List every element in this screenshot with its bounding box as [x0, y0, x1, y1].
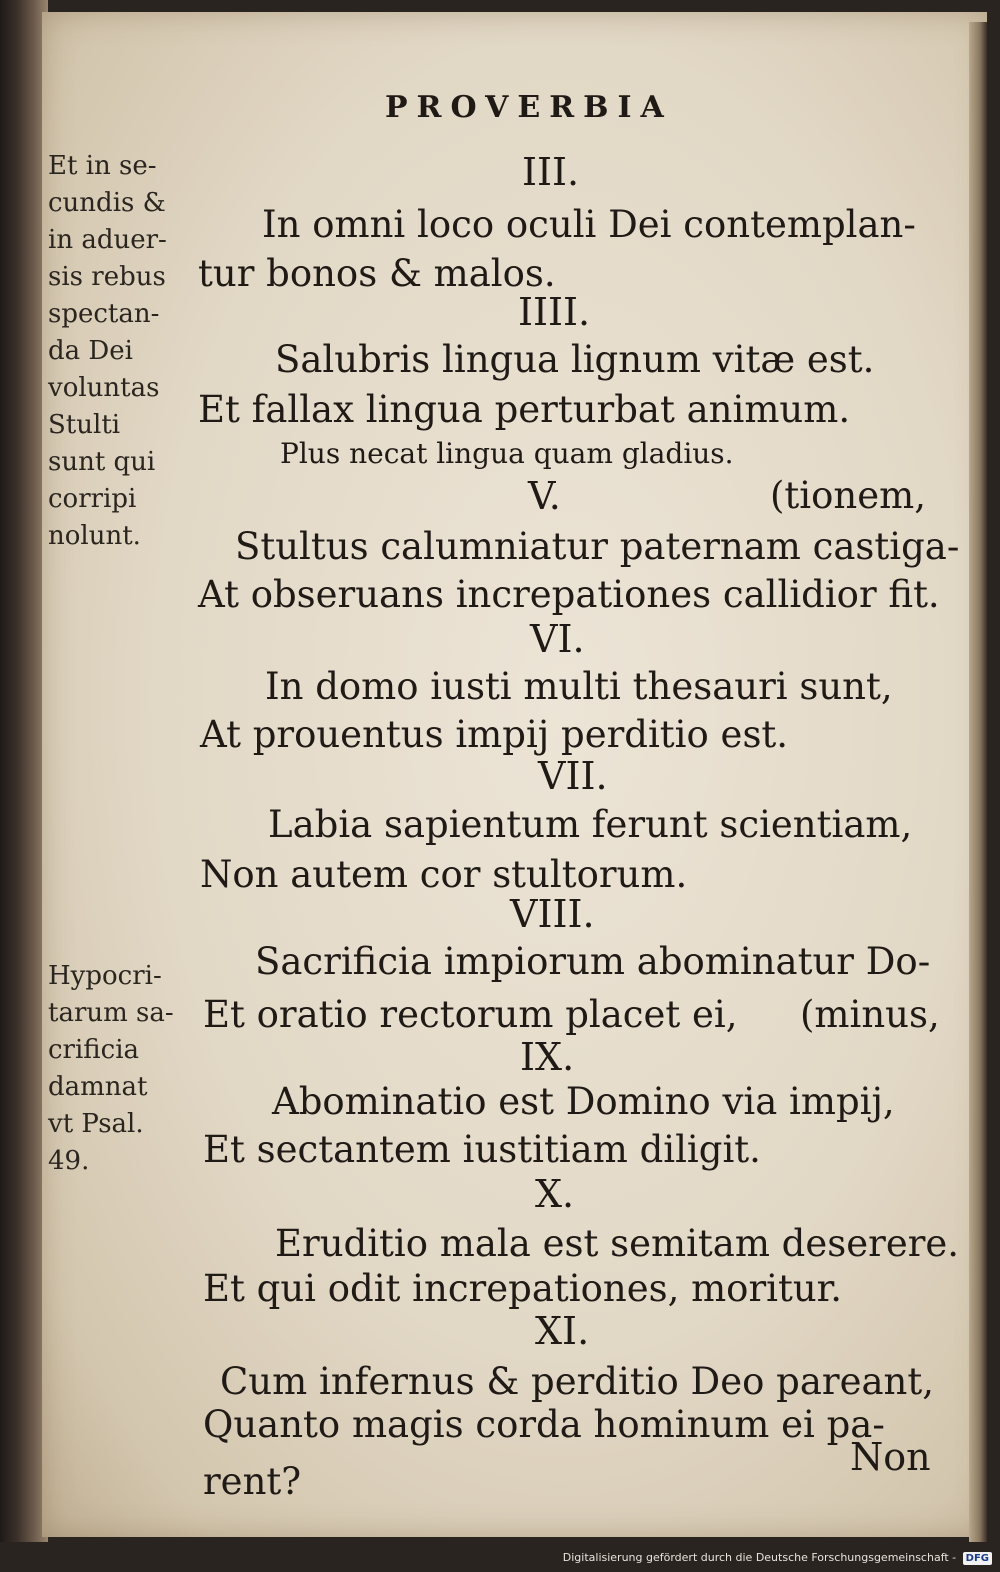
- verse-line: Et sectantem iustitiam diligit.: [203, 1128, 761, 1171]
- margin-note-line: da Dei: [48, 336, 133, 366]
- digitization-footer: [563, 1551, 992, 1565]
- margin-note-line: 49.: [48, 1146, 90, 1176]
- verse-line: In domo iusti multi thesauri sunt,: [265, 665, 893, 708]
- verse-line: Et fallax lingua perturbat animum.: [198, 388, 851, 431]
- verse-line: (minus,: [800, 993, 940, 1036]
- margin-note-line: damnat: [48, 1072, 148, 1102]
- verse-line: At obseruans increpationes callidior fit.: [198, 573, 940, 616]
- footer-text: Digitalisierung gefördert durch die Deutsche Forschungsgemeinschaft -: [562, 1551, 957, 1564]
- margin-note-line: spectan-: [48, 299, 160, 329]
- margin-note-line: corripi: [48, 484, 137, 514]
- verse-number: VII.: [538, 754, 608, 798]
- margin-note-line: vt Psal.: [48, 1109, 144, 1139]
- verse-line: In omni loco oculi Dei contemplan-: [262, 203, 916, 246]
- margin-note-line: cundis &: [48, 188, 166, 218]
- verse-line: Quanto magis corda hominum ei pa-: [203, 1403, 885, 1446]
- verse-line: Labia sapientum ferunt scientiam,: [268, 803, 913, 846]
- margin-note-1: [48, 148, 167, 555]
- margin-note-line: Et in se-: [48, 151, 157, 181]
- verse-line: (tionem,: [770, 474, 926, 517]
- verse-line: Eruditio mala est semitam deserere.: [275, 1222, 960, 1265]
- running-head: PROVERBIA: [385, 90, 673, 125]
- verse-line: Sacrificia impiorum abominatur Do-: [255, 940, 931, 983]
- verse-line: tur bonos & malos.: [198, 252, 556, 295]
- book-spine-shadow: [0, 0, 48, 1572]
- verse-line: Stultus calumniatur paternam castiga-: [235, 525, 960, 568]
- margin-note-line: Stulti: [48, 410, 121, 440]
- verse-line: Et oratio rectorum placet ei,: [203, 993, 738, 1036]
- verse-line: At prouentus impij perditio est.: [200, 713, 789, 756]
- verse-line: Non autem cor stultorum.: [200, 853, 688, 896]
- verse-line: rent?: [203, 1460, 302, 1503]
- margin-note-line: sunt qui: [48, 447, 156, 477]
- verse-number: IIII.: [518, 290, 591, 334]
- margin-note-line: nolunt.: [48, 521, 141, 551]
- verse-number: VIII.: [510, 892, 595, 936]
- verse-line: Et qui odit increpationes, moritur.: [203, 1267, 843, 1310]
- verse-number: XI.: [535, 1309, 590, 1353]
- margin-note-line: crificia: [48, 1035, 140, 1065]
- catchword: Non: [850, 1435, 931, 1479]
- margin-note-line: in aduer-: [48, 225, 167, 255]
- margin-note-2: [48, 958, 174, 1180]
- verse-line: Cum infernus & perditio Deo pareant,: [220, 1360, 935, 1403]
- verse-number: V.: [528, 474, 561, 518]
- margin-note-line: sis rebus: [48, 262, 166, 292]
- verse-line: Abominatio est Domino via impij,: [272, 1080, 895, 1123]
- margin-note-line: voluntas: [48, 373, 160, 403]
- verse-number: III.: [522, 150, 580, 194]
- dfg-logo: DFG: [963, 1552, 992, 1565]
- verse-number: IX.: [520, 1035, 575, 1079]
- verse-number: VI.: [530, 617, 585, 661]
- verse-number: X.: [535, 1172, 575, 1216]
- verse-line: Salubris lingua lignum vitæ est.: [275, 338, 875, 381]
- verse-line: Plus necat lingua quam gladius.: [280, 437, 734, 470]
- margin-note-line: tarum sa-: [48, 998, 174, 1028]
- page-edge: [969, 22, 987, 1567]
- margin-note-line: Hypocri-: [48, 961, 162, 991]
